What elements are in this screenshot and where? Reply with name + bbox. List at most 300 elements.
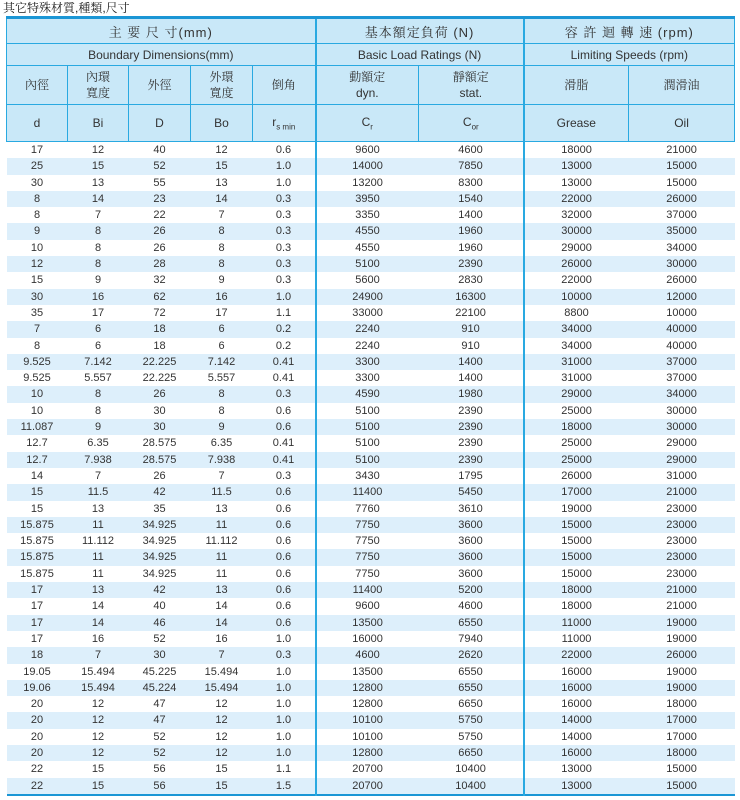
cell: 15.875 (7, 549, 68, 565)
cell: 14000 (524, 712, 629, 728)
cell: 11 (68, 549, 129, 565)
group-header-row-zh (7, 18, 735, 44)
cell: 31000 (629, 468, 735, 484)
cell: 4550 (316, 240, 419, 256)
cell: 2390 (419, 452, 524, 468)
cell: 3600 (419, 566, 524, 582)
cell: 1.1 (253, 305, 316, 321)
cell: 31000 (524, 370, 629, 386)
cell: 0.6 (253, 142, 316, 159)
cell: 14 (68, 598, 129, 614)
cell: 11.112 (191, 533, 253, 549)
cell: 7750 (316, 517, 419, 533)
cell: 23000 (629, 501, 735, 517)
cell: 11.087 (7, 419, 68, 435)
cell: 19.06 (7, 680, 68, 696)
cell: 11400 (316, 484, 419, 500)
cell: 22000 (524, 272, 629, 288)
cell: 25000 (524, 452, 629, 468)
cell: 12 (191, 729, 253, 745)
cell: 12800 (316, 745, 419, 761)
cell: 5.557 (191, 370, 253, 386)
cell: 35 (129, 501, 191, 517)
cell: 20 (7, 729, 68, 745)
cell: 33000 (316, 305, 419, 321)
cell: 6.35 (68, 435, 129, 451)
symbol-bi: Bi (68, 105, 129, 142)
cell: 7750 (316, 533, 419, 549)
cell: 52 (129, 745, 191, 761)
cell: 22000 (524, 647, 629, 663)
cell: 10000 (629, 305, 735, 321)
cell: 30000 (629, 419, 735, 435)
cell: 1960 (419, 223, 524, 239)
cell: 7.142 (68, 354, 129, 370)
cell: 7 (68, 207, 129, 223)
cell: 13 (68, 582, 129, 598)
cell: 37000 (629, 207, 735, 223)
cell: 47 (129, 712, 191, 728)
cell: 0.3 (253, 223, 316, 239)
symbol-bo: Bo (191, 105, 253, 142)
cell: 14 (68, 191, 129, 207)
cell: 12 (68, 729, 129, 745)
cell: 5200 (419, 582, 524, 598)
cell: 17 (7, 615, 68, 631)
cell: 4600 (419, 142, 524, 159)
cell: 5450 (419, 484, 524, 500)
cell: 20 (7, 696, 68, 712)
cell: 11 (191, 517, 253, 533)
cell: 15.494 (191, 680, 253, 696)
table-row (7, 484, 735, 500)
group-header-loads-zh: 基本額定負荷 (N) (316, 18, 524, 44)
table-row (7, 386, 735, 402)
cell: 14 (68, 615, 129, 631)
cell: 26 (129, 240, 191, 256)
table-row (7, 761, 735, 777)
cell: 45.224 (129, 680, 191, 696)
cell: 26 (129, 386, 191, 402)
cell: 6 (191, 321, 253, 337)
cell: 13 (68, 501, 129, 517)
cell: 29000 (629, 435, 735, 451)
cell: 14 (191, 615, 253, 631)
cell: 42 (129, 582, 191, 598)
cell: 30000 (629, 256, 735, 272)
cell: 3600 (419, 533, 524, 549)
cell: 11 (191, 566, 253, 582)
cell: 7 (191, 207, 253, 223)
cell: 6550 (419, 664, 524, 680)
col-header-inner-ring-width: 內環 寬度 (68, 66, 129, 105)
cell: 22000 (524, 191, 629, 207)
cell: 6650 (419, 745, 524, 761)
cell: 8 (7, 191, 68, 207)
cell: 13000 (524, 158, 629, 174)
cell: 12 (68, 696, 129, 712)
cell: 18 (129, 321, 191, 337)
cell: 18000 (524, 142, 629, 159)
cell: 2390 (419, 419, 524, 435)
cell: 1400 (419, 207, 524, 223)
cell: 8 (68, 240, 129, 256)
cell: 15 (68, 158, 129, 174)
cell: 62 (129, 289, 191, 305)
cell: 1795 (419, 468, 524, 484)
cell: 13 (68, 175, 129, 191)
group-header-dimensions-zh: 主 要 尺 寸(mm) (7, 18, 316, 44)
cell: 23000 (629, 533, 735, 549)
cell: 12800 (316, 696, 419, 712)
cell: 16 (191, 631, 253, 647)
cell: 6550 (419, 615, 524, 631)
cell: 0.41 (253, 435, 316, 451)
cell: 11 (191, 549, 253, 565)
cell: 5750 (419, 729, 524, 745)
table-row (7, 452, 735, 468)
col-header-outer-diameter: 外徑 (129, 66, 191, 105)
cell: 37000 (629, 370, 735, 386)
cell: 20700 (316, 761, 419, 777)
cell: 46 (129, 615, 191, 631)
cell: 8300 (419, 175, 524, 191)
cell: 13000 (524, 778, 629, 795)
cell: 5100 (316, 403, 419, 419)
cell: 15000 (629, 158, 735, 174)
table-row (7, 680, 735, 696)
cell: 7 (68, 647, 129, 663)
cell: 5100 (316, 435, 419, 451)
cell: 18 (7, 647, 68, 663)
cell: 1.0 (253, 745, 316, 761)
cell: 15 (191, 761, 253, 777)
cell: 11.112 (68, 533, 129, 549)
cell: 1.0 (253, 158, 316, 174)
cell: 23000 (629, 549, 735, 565)
cell: 13 (191, 175, 253, 191)
cell: 0.6 (253, 517, 316, 533)
table-row (7, 598, 735, 614)
cell: 0.6 (253, 419, 316, 435)
cell: 45.225 (129, 664, 191, 680)
cell: 17 (7, 582, 68, 598)
cell: 56 (129, 761, 191, 777)
cell: 910 (419, 338, 524, 354)
cell: 1400 (419, 370, 524, 386)
cell: 7750 (316, 566, 419, 582)
cell: 15.494 (68, 664, 129, 680)
cell: 18000 (524, 582, 629, 598)
cell: 15000 (629, 778, 735, 795)
cell: 52 (129, 158, 191, 174)
cell: 15.494 (68, 680, 129, 696)
cell: 18000 (629, 696, 735, 712)
cell: 0.6 (253, 598, 316, 614)
cell: 11 (68, 566, 129, 582)
cell: 8 (191, 240, 253, 256)
cell: 7 (68, 468, 129, 484)
cell: 25000 (524, 435, 629, 451)
cell: 1540 (419, 191, 524, 207)
cell: 7.938 (191, 452, 253, 468)
cell: 16 (191, 289, 253, 305)
cell: 29000 (629, 452, 735, 468)
cell: 10100 (316, 729, 419, 745)
cell: 26000 (629, 647, 735, 663)
cell: 5600 (316, 272, 419, 288)
table-header (7, 18, 735, 142)
cell: 8 (191, 403, 253, 419)
symbol-row (7, 105, 735, 142)
cell: 0.6 (253, 501, 316, 517)
cell: 55 (129, 175, 191, 191)
cell: 13500 (316, 615, 419, 631)
cell: 15.494 (191, 664, 253, 680)
cell: 17000 (629, 729, 735, 745)
cell: 18000 (629, 745, 735, 761)
cell: 1.0 (253, 696, 316, 712)
cell: 15 (68, 761, 129, 777)
cell: 25 (7, 158, 68, 174)
cell: 9 (191, 272, 253, 288)
cell: 17 (7, 631, 68, 647)
cell: 0.41 (253, 370, 316, 386)
symbol-cor: $C_{or}$ (419, 105, 524, 142)
cell: 11000 (524, 615, 629, 631)
cell: 9 (7, 223, 68, 239)
cell: 24900 (316, 289, 419, 305)
cell: 56 (129, 778, 191, 795)
cell: 0.6 (253, 566, 316, 582)
cell: 10 (7, 386, 68, 402)
cell: 15000 (524, 566, 629, 582)
cell: 25000 (524, 403, 629, 419)
col-header-dynamic-rating: 動額定 dyn. (316, 66, 419, 105)
table-row (7, 501, 735, 517)
cell: 5.557 (68, 370, 129, 386)
cell: 0.6 (253, 549, 316, 565)
page-title: 其它特殊材質,種類,尺寸 (3, 1, 130, 15)
cell: 7 (7, 321, 68, 337)
cell: 16300 (419, 289, 524, 305)
cell: 2390 (419, 256, 524, 272)
table-row (7, 370, 735, 386)
cell: 8 (7, 338, 68, 354)
cell: 2620 (419, 647, 524, 663)
cell: 13500 (316, 664, 419, 680)
cell: 40000 (629, 321, 735, 337)
cell: 34000 (524, 321, 629, 337)
cell: 9 (68, 272, 129, 288)
cell: 7750 (316, 549, 419, 565)
cell: 16000 (524, 745, 629, 761)
cell: 19.05 (7, 664, 68, 680)
cell: 15000 (524, 549, 629, 565)
cell: 15 (191, 158, 253, 174)
table-row (7, 468, 735, 484)
table-row (7, 729, 735, 745)
cell: 4600 (419, 598, 524, 614)
cell: 8 (68, 223, 129, 239)
cell: 15 (7, 484, 68, 500)
cell: 15000 (629, 761, 735, 777)
cell: 22100 (419, 305, 524, 321)
cell: 52 (129, 631, 191, 647)
cell: 2830 (419, 272, 524, 288)
cell: 0.3 (253, 240, 316, 256)
cell: 13000 (524, 761, 629, 777)
cell: 0.6 (253, 582, 316, 598)
table-row (7, 191, 735, 207)
cell: 0.41 (253, 452, 316, 468)
cell: 6 (191, 338, 253, 354)
cell: 17000 (629, 712, 735, 728)
cell: 1.0 (253, 664, 316, 680)
cell: 3600 (419, 549, 524, 565)
cell: 14 (7, 468, 68, 484)
cell: 7940 (419, 631, 524, 647)
cell: 47 (129, 696, 191, 712)
cell: 8 (68, 256, 129, 272)
cell: 5100 (316, 452, 419, 468)
cell: 9600 (316, 598, 419, 614)
cell: 12 (68, 745, 129, 761)
cell: 28.575 (129, 435, 191, 451)
symbol-rs-min: $r_{s min}$ (253, 105, 316, 142)
cell: 10 (7, 403, 68, 419)
cell: 0.6 (253, 484, 316, 500)
cell: 10400 (419, 778, 524, 795)
cell: 15000 (524, 533, 629, 549)
cell: 14000 (524, 729, 629, 745)
cell: 9 (68, 419, 129, 435)
cell: 15000 (629, 175, 735, 191)
cell: 5750 (419, 712, 524, 728)
cell: 15 (191, 778, 253, 795)
cell: 9600 (316, 142, 419, 159)
table-row (7, 240, 735, 256)
symbol-cr: $C_r$ (316, 105, 419, 142)
table-row (7, 778, 735, 795)
table-row (7, 712, 735, 728)
cell: 30000 (629, 403, 735, 419)
cell: 30000 (524, 223, 629, 239)
cell: 12.7 (7, 452, 68, 468)
table-row (7, 256, 735, 272)
group-header-dimensions-en: Boundary Dimensions(mm) (7, 44, 316, 66)
cell: 18 (129, 338, 191, 354)
cell: 4550 (316, 223, 419, 239)
cell: 35 (7, 305, 68, 321)
cell: 26000 (524, 256, 629, 272)
col-header-oil-zh: 潤滑油 (629, 66, 735, 105)
cell: 21000 (629, 598, 735, 614)
table-row (7, 745, 735, 761)
cell: 26000 (629, 272, 735, 288)
cell: 5100 (316, 256, 419, 272)
cell: 11000 (524, 631, 629, 647)
table-row (7, 305, 735, 321)
cell: 1.0 (253, 729, 316, 745)
cell: 16000 (524, 664, 629, 680)
cell: 13 (191, 501, 253, 517)
cell: 21000 (629, 582, 735, 598)
cell: 6 (68, 338, 129, 354)
cell: 12.7 (7, 435, 68, 451)
cell: 26 (129, 468, 191, 484)
cell: 52 (129, 729, 191, 745)
table-row (7, 647, 735, 663)
cell: 1.0 (253, 680, 316, 696)
cell: 20700 (316, 778, 419, 795)
symbol-d: d (7, 105, 68, 142)
cell: 28.575 (129, 452, 191, 468)
cell: 29000 (524, 386, 629, 402)
cell: 23 (129, 191, 191, 207)
cell: 0.6 (253, 615, 316, 631)
cell: 15.875 (7, 533, 68, 549)
cell: 3300 (316, 370, 419, 386)
cell: 19000 (629, 631, 735, 647)
cell: 22 (7, 761, 68, 777)
cell: 12 (68, 712, 129, 728)
table-row (7, 289, 735, 305)
cell: 16000 (524, 696, 629, 712)
cell: 32 (129, 272, 191, 288)
cell: 34000 (629, 386, 735, 402)
table-row (7, 142, 735, 159)
cell: 12000 (629, 289, 735, 305)
table-row (7, 549, 735, 565)
cell: 20 (7, 745, 68, 761)
cell: 12800 (316, 680, 419, 696)
cell: 8 (7, 207, 68, 223)
cell: 12 (191, 696, 253, 712)
cell: 15 (7, 501, 68, 517)
cell: 11.5 (191, 484, 253, 500)
table-row (7, 615, 735, 631)
cell: 12 (191, 712, 253, 728)
cell: 0.3 (253, 191, 316, 207)
cell: 1.5 (253, 778, 316, 795)
cell: 22.225 (129, 370, 191, 386)
cell: 17 (191, 305, 253, 321)
table-row (7, 435, 735, 451)
table-row (7, 533, 735, 549)
cell: 72 (129, 305, 191, 321)
cell: 10400 (419, 761, 524, 777)
cell: 14000 (316, 158, 419, 174)
table-row (7, 566, 735, 582)
col-header-chamfer: 倒角 (253, 66, 316, 105)
symbol-oil: Oil (629, 105, 735, 142)
cell: 30 (129, 419, 191, 435)
cell: 17000 (524, 484, 629, 500)
cell: 13000 (524, 175, 629, 191)
cell: 17 (7, 142, 68, 159)
cell: 2240 (316, 338, 419, 354)
cell: 1.0 (253, 175, 316, 191)
cell: 0.3 (253, 272, 316, 288)
cell: 16 (68, 631, 129, 647)
table-body (7, 142, 735, 795)
cell: 0.6 (253, 403, 316, 419)
cell: 34.925 (129, 566, 191, 582)
cell: 30 (129, 647, 191, 663)
group-header-loads-en: Basic Load Ratings (N) (316, 44, 524, 66)
table-row (7, 354, 735, 370)
